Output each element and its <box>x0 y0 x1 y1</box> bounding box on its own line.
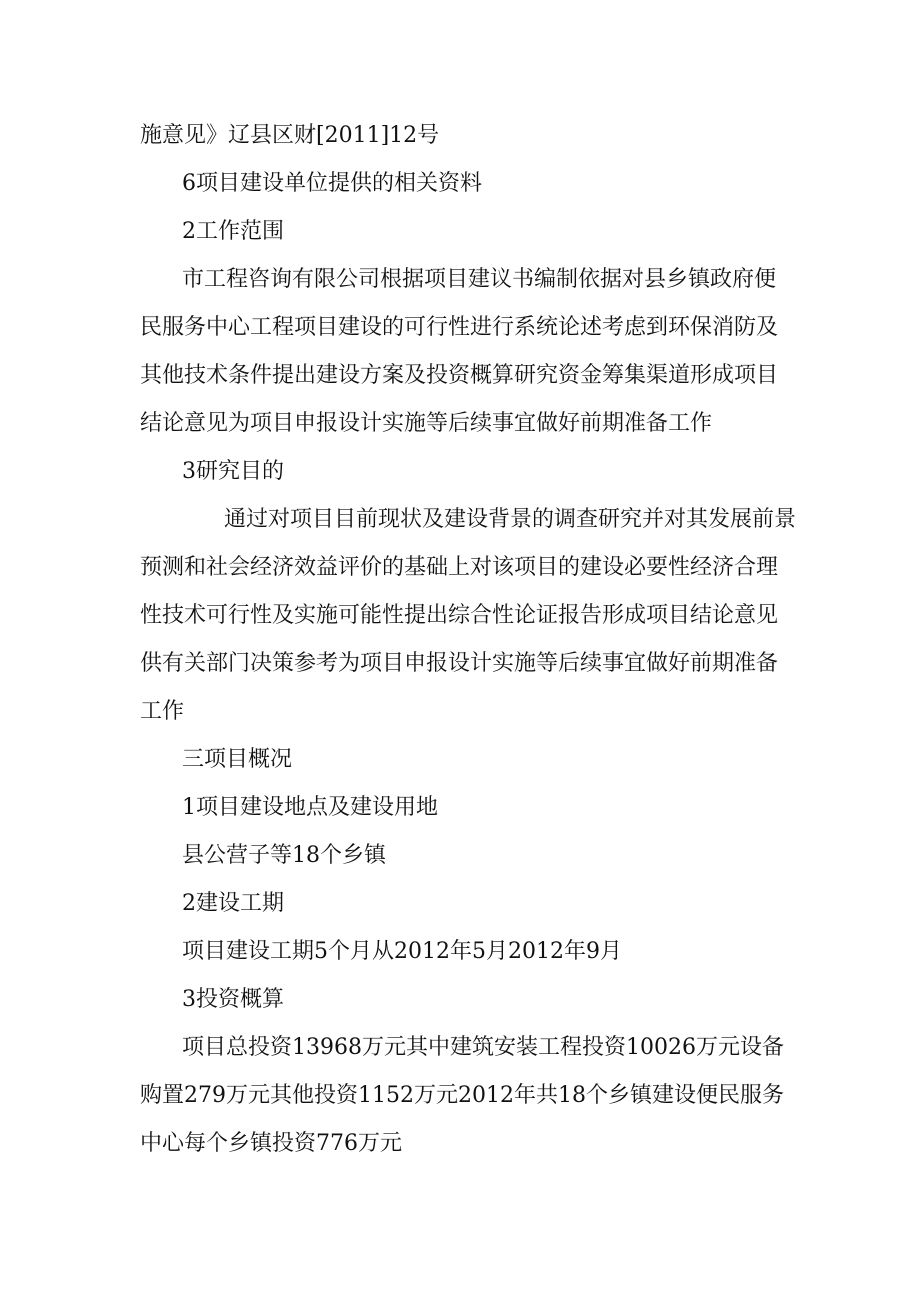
text-line: 民服务中心工程项目建设的可行性进行系统论述考虑到环保消防及 <box>140 315 779 340</box>
section-heading: 1项目建设地点及建设用地 <box>182 795 438 820</box>
text-line: 项目总投资13968万元其中建筑安装工程投资10026万元设备 <box>182 1035 784 1060</box>
section-heading: 三项目概况 <box>182 747 293 772</box>
text-line: 供有关部门决策参考为项目申报设计实施等后续事宜做好前期准备 <box>140 651 779 676</box>
text-line: 项目建设工期5个月从2012年5月2012年9月 <box>182 939 622 964</box>
section-heading: 3研究目的 <box>182 459 284 484</box>
section-heading: 2工作范围 <box>182 219 284 244</box>
text-line: 中心每个乡镇投资776万元 <box>140 1131 402 1156</box>
text-line: 工作 <box>140 699 185 724</box>
text-line: 通过对项目目前现状及建设背景的调查研究并对其发展前景 <box>224 507 797 532</box>
text-line: 预测和社会经济效益评价的基础上对该项目的建设必要性经济合理 <box>140 555 779 580</box>
text-line: 结论意见为项目申报设计实施等后续事宜做好前期准备工作 <box>140 411 713 436</box>
section-heading: 3投资概算 <box>182 987 284 1012</box>
text-line: 县公营子等18个乡镇 <box>182 843 386 868</box>
text-line: 市工程咨询有限公司根据项目建议书编制依据对县乡镇政府便 <box>182 267 777 292</box>
text-line: 购置279万元其他投资1152万元2012年共18个乡镇建设便民服务 <box>140 1083 784 1108</box>
text-line: 其他技术条件提出建设方案及投资概算研究资金筹集渠道形成项目 <box>140 363 779 388</box>
text-line: 6项目建设单位提供的相关资料 <box>182 171 482 196</box>
text-line: 施意见》辽县区财[2011]12号 <box>140 123 440 148</box>
text-line: 性技术可行性及实施可能性提出综合性论证报告形成项目结论意见 <box>140 603 779 628</box>
section-heading: 2建设工期 <box>182 891 284 916</box>
document-body <box>140 112 800 1168</box>
